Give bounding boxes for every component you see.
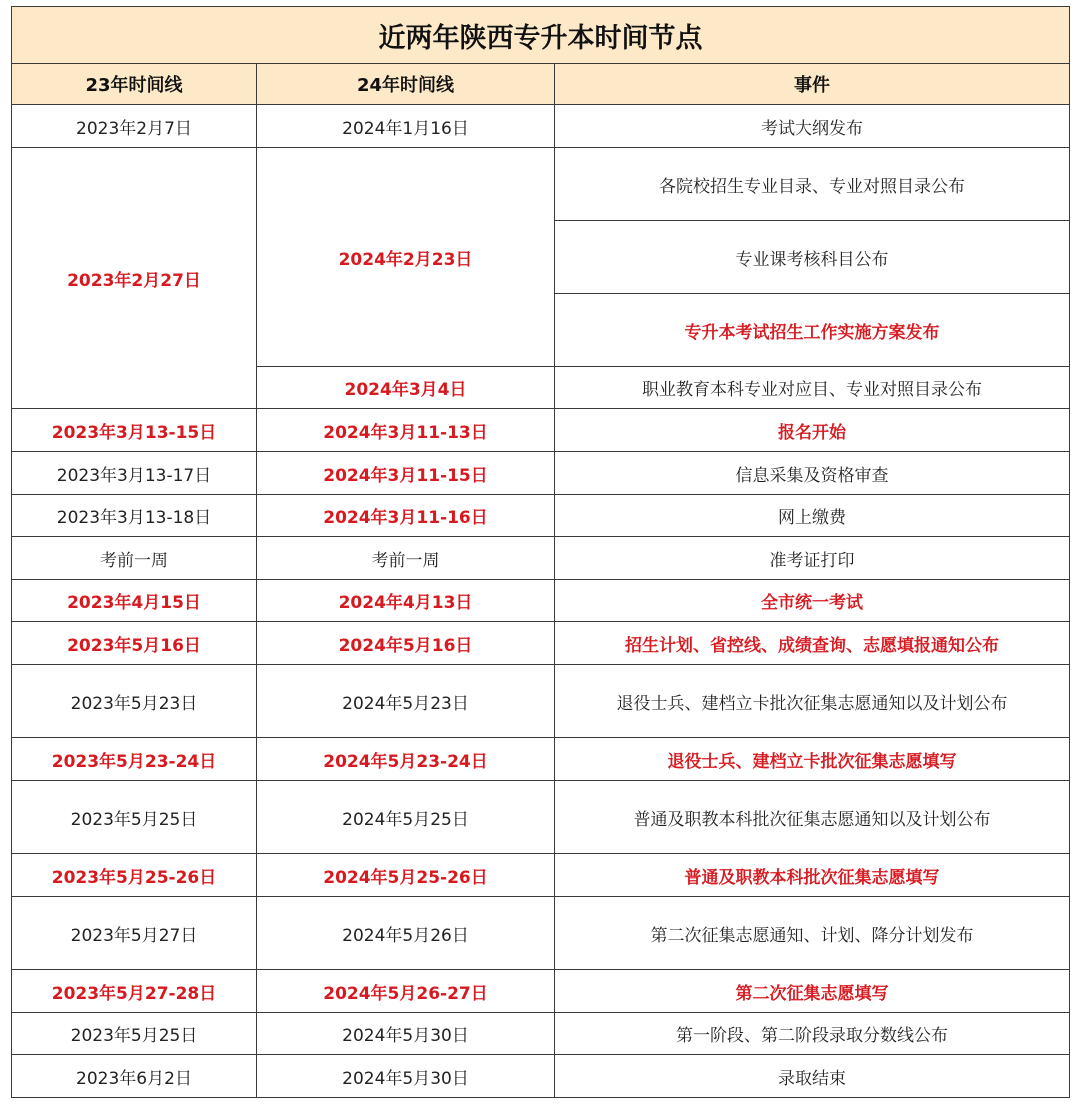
date-2023: 2023年2月27日 [12, 148, 257, 409]
table-row [12, 105, 1070, 148]
date-2023: 2023年5月27日 [12, 897, 257, 970]
date-2023: 2023年5月23-24日 [12, 738, 257, 781]
event: 准考证打印 [555, 537, 1070, 580]
event: 专升本考试招生工作实施方案发布 [555, 294, 1070, 367]
event: 专业课考核科目公布 [555, 221, 1070, 294]
event: 第二次征集志愿填写 [555, 970, 1070, 1013]
date-2024: 2024年5月30日 [257, 1055, 555, 1098]
date-2023: 2023年5月23日 [12, 665, 257, 738]
header-event: 事件 [555, 64, 1070, 105]
date-2024: 2024年3月11-15日 [257, 452, 555, 495]
event: 录取结束 [555, 1055, 1070, 1098]
date-2023: 2023年5月25-26日 [12, 854, 257, 897]
date-2024: 2024年1月16日 [257, 105, 555, 148]
event: 第一阶段、第二阶段录取分数线公布 [555, 1013, 1070, 1055]
table-row [12, 738, 1070, 781]
table-row [12, 495, 1070, 537]
date-2024: 2024年3月11-13日 [257, 409, 555, 452]
date-2024: 2024年3月11-16日 [257, 495, 555, 537]
table-row [12, 781, 1070, 854]
table-row [12, 580, 1070, 622]
date-2023: 考前一周 [12, 537, 257, 580]
timeline-table [11, 6, 1070, 1098]
date-2023: 2023年3月13-18日 [12, 495, 257, 537]
table-row [12, 452, 1070, 495]
date-2024: 2024年5月25日 [257, 781, 555, 854]
table-row [12, 897, 1070, 970]
header-23-timeline: 23年时间线 [12, 64, 257, 105]
date-2023: 2023年6月2日 [12, 1055, 257, 1098]
table-title: 近两年陕西专升本时间节点 [12, 7, 1070, 64]
event: 职业教育本科专业对应目、专业对照目录公布 [555, 367, 1070, 409]
date-2024: 2024年3月4日 [257, 367, 555, 409]
event: 各院校招生专业目录、专业对照目录公布 [555, 148, 1070, 221]
date-2023: 2023年5月16日 [12, 622, 257, 665]
date-2024: 2024年2月23日 [257, 148, 555, 367]
table-row [12, 1055, 1070, 1098]
event: 网上缴费 [555, 495, 1070, 537]
date-2023: 2023年5月25日 [12, 781, 257, 854]
event: 全市统一考试 [555, 580, 1070, 622]
date-2024: 2024年5月26日 [257, 897, 555, 970]
date-2024: 2024年5月23日 [257, 665, 555, 738]
table-row [12, 970, 1070, 1013]
event: 退役士兵、建档立卡批次征集志愿填写 [555, 738, 1070, 781]
table-row [12, 1013, 1070, 1055]
event: 招生计划、省控线、成绩查询、志愿填报通知公布 [555, 622, 1070, 665]
event: 普通及职教本科批次征集志愿填写 [555, 854, 1070, 897]
date-2024: 2024年4月13日 [257, 580, 555, 622]
date-2024: 2024年5月25-26日 [257, 854, 555, 897]
event: 信息采集及资格审查 [555, 452, 1070, 495]
event: 考试大纲发布 [555, 105, 1070, 148]
table-row [12, 665, 1070, 738]
event: 报名开始 [555, 409, 1070, 452]
header-24-timeline: 24年时间线 [257, 64, 555, 105]
date-2023: 2023年5月27-28日 [12, 970, 257, 1013]
date-2024: 2024年5月26-27日 [257, 970, 555, 1013]
date-2024: 考前一周 [257, 537, 555, 580]
date-2023: 2023年5月25日 [12, 1013, 257, 1055]
table-row [12, 622, 1070, 665]
table-row [12, 854, 1070, 897]
date-2024: 2024年5月30日 [257, 1013, 555, 1055]
date-2023: 2023年4月15日 [12, 580, 257, 622]
date-2023: 2023年2月7日 [12, 105, 257, 148]
date-2024: 2024年5月23-24日 [257, 738, 555, 781]
table-row [12, 537, 1070, 580]
event: 普通及职教本科批次征集志愿通知以及计划公布 [555, 781, 1070, 854]
date-2023: 2023年3月13-17日 [12, 452, 257, 495]
date-2023: 2023年3月13-15日 [12, 409, 257, 452]
event: 退役士兵、建档立卡批次征集志愿通知以及计划公布 [555, 665, 1070, 738]
timeline-table-wrapper [11, 6, 1069, 1098]
event: 第二次征集志愿通知、计划、降分计划发布 [555, 897, 1070, 970]
table-row [12, 148, 1070, 221]
table-row [12, 409, 1070, 452]
date-2024: 2024年5月16日 [257, 622, 555, 665]
